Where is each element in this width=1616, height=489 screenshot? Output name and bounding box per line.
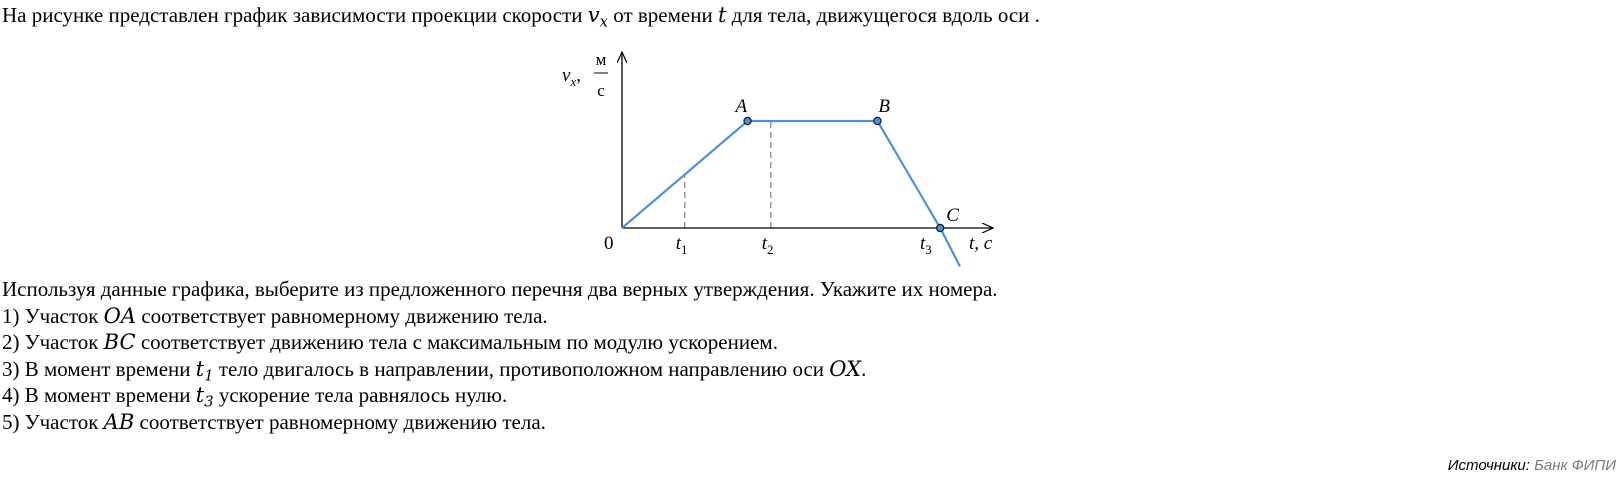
point-c-label: C	[946, 205, 959, 226]
y-axis-comma: ,	[576, 65, 581, 86]
tick-labels	[676, 233, 932, 257]
y-axis-sub: x	[570, 74, 577, 89]
y-axis-label	[562, 50, 608, 100]
origin-label: 0	[604, 233, 614, 254]
question-prompt: Используя данные графика, выберите из предложенного перечня два верных утверждения. Укажите их номера.	[2, 277, 998, 301]
option-4: 4) В момент времени $t_3$ ускорение тела равнялось нулю.	[2, 383, 508, 411]
time-symbol: t	[717, 3, 727, 27]
tick-label-t2: $t_2$	[761, 233, 774, 257]
intro-text-3: для тела, движущегося вдоль оси .	[726, 3, 1040, 27]
option-1: 1) Участок OA соответствует равномерному движению тела.	[2, 303, 548, 328]
svg-text:vx,	[562, 65, 581, 89]
tick-label-t3: $t_3$	[920, 233, 932, 257]
intro-text-1: На рисунке представлен график зависимости проекции скорости	[2, 3, 588, 27]
option-5: 5) Участок AB соответствует равномерному движению тела.	[2, 409, 546, 434]
source-label: Источники:	[1447, 457, 1530, 474]
point-labels	[734, 96, 960, 226]
source-link[interactable]: Банк ФИПИ	[1534, 457, 1616, 474]
point-a-marker	[744, 117, 751, 124]
point-a-label: A	[735, 96, 748, 117]
y-axis-unit-den: с	[597, 81, 605, 100]
velocity-time-graph	[560, 44, 1030, 276]
velocity-symbol: $v_x$	[587, 3, 608, 31]
option-2: 2) Участок BC соответствует движению тела с максимальным по модулю ускорением.	[2, 330, 778, 354]
point-markers	[744, 117, 944, 231]
tick-label-t1: $t_1$	[675, 233, 688, 257]
problem-intro	[2, 0, 1040, 30]
y-axis-unit-num: м	[595, 50, 607, 69]
intro-text-2: от времени	[607, 3, 718, 27]
question-block	[2, 276, 998, 435]
point-b-label: B	[878, 96, 891, 117]
point-c-marker	[937, 224, 944, 231]
velocity-graph-line	[622, 121, 960, 267]
x-axis-label: t, с	[969, 233, 993, 254]
answer-options	[2, 303, 998, 436]
point-b-marker	[874, 117, 881, 124]
y-axis-var: v	[562, 65, 571, 86]
source-credit	[1448, 456, 1616, 476]
option-3: 3) В момент времени $t_1$ тело двигалось в направлении, противоположном направлению оси OX.	[2, 356, 867, 384]
